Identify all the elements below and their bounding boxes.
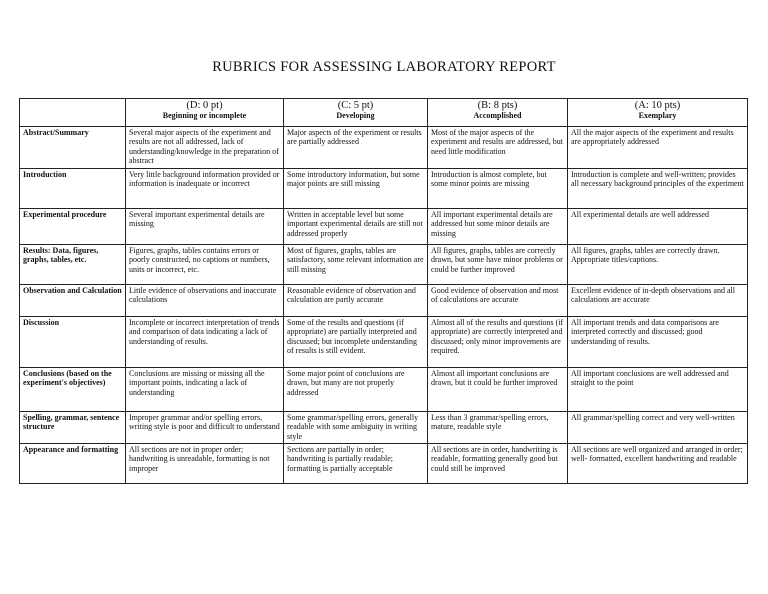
header-criterion-cell [20,99,126,127]
rubric-cell-b: Introduction is almost complete, but some minor points are missing [428,169,568,209]
rubric-cell-a: Introduction is complete and well-written; provides all necessary background principles of the experiment [568,169,748,209]
page-title: RUBRICS FOR ASSESSING LABORATORY REPORT [212,59,556,75]
rubric-cell-a: All sections are well organized and arranged in order; well- formatted, excellent handwriting and readable [568,444,748,484]
criterion-cell: Appearance and formatting [20,444,126,484]
level-code: (D: 0 pt) [186,100,223,111]
criterion-cell: Conclusions (based on the experiment's objectives) [20,368,126,412]
rubric-row-abstract [20,127,748,169]
rubric-cell-b: All sections are in order, handwriting is readable, formatting generally good but could still be improved [428,444,568,484]
criterion-cell: Discussion [20,317,126,368]
rubric-cell-b: Less than 3 grammar/spelling errors, mature, readable style [428,412,568,444]
level-header-a [568,99,748,127]
level-desc: Beginning or incomplete [162,111,247,120]
level-code: (B: 8 pts) [477,100,518,111]
rubric-cell-c: Major aspects of the experiment or results are partially addressed [284,127,428,169]
rubric-row-discussion [20,317,748,368]
rubric-cell-b: All figures, graphs, tables are correctly drawn, but some have minor problems or could be further improved [428,245,568,285]
rubric-cell-d: Several major aspects of the experiment and results are not all addressed, lack of understanding/knowledge in the preparation of abstract [126,127,284,169]
level-desc: Accomplished [473,111,522,120]
rubric-cell-c: Some major point of conclusions are drawn, but many are not properly addressed [284,368,428,412]
rubric-cell-c: Some introductory information, but some major points are still missing [284,169,428,209]
rubric-cell-c: Most of figures, graphs, tables are satisfactory, some relevant information are still missing [284,245,428,285]
rubric-cell-a: All grammar/spelling correct and very well-written [568,412,748,444]
rubric-cell-c: Some of the results and questions (if appropriate) are partially interpreted and discussed; but incomplete understanding of results is still evident. [284,317,428,368]
header-row [20,99,748,127]
rubric-cell-d: All sections are not in proper order; handwriting is unreadable, formatting is not improper [126,444,284,484]
rubric-cell-d: Improper grammar and/or spelling errors, writing style is poor and difficult to understand [126,412,284,444]
rubric-table [19,98,748,484]
level-code: (C: 5 pt) [337,100,374,111]
rubric-cell-d: Figures, graphs, tables contains errors or poorly constructed, no captions or numbers, units or incorrect, etc. [126,245,284,285]
rubric-cell-c: Sections are partially in order; handwriting is partially readable; formatting is partially acceptable [284,444,428,484]
rubric-cell-b: All important experimental details are addressed but some minor details are missing [428,209,568,245]
rubric-cell-d: Little evidence of observations and inaccurate calculations [126,285,284,317]
rubric-cell-a: All important conclusions are well addressed and straight to the point [568,368,748,412]
rubric-cell-c: Reasonable evidence of observation and calculation are partly accurate [284,285,428,317]
criterion-cell: Introduction [20,169,126,209]
rubric-row-experimental-procedure [20,209,748,245]
rubric-cell-b: Good evidence of observation and most of calculations are accurate [428,285,568,317]
rubric-cell-b: Almost all of the results and questions (if appropriate) are correctly interpreted and discussed; only minor improvements are required. [428,317,568,368]
rubric-cell-a: All important trends and data comparisons are interpreted correctly and discussed; good understanding of results. [568,317,748,368]
rubric-row-appearance [20,444,748,484]
rubric-cell-c: Written in acceptable level but some important experimental details are still not addressed properly [284,209,428,245]
level-header-b [428,99,568,127]
rubric-cell-b: Most of the major aspects of the experiment and results are addressed, but need little modification [428,127,568,169]
rubric-row-conclusions [20,368,748,412]
level-header-c [284,99,428,127]
rubric-cell-b: Almost all important conclusions are drawn, but it could be further improved [428,368,568,412]
rubric-row-introduction [20,169,748,209]
level-desc: Exemplary [638,111,677,120]
rubric-row-results [20,245,748,285]
criterion-cell: Results: Data, figures, graphs, tables, etc. [20,245,126,285]
rubric-cell-c: Some grammar/spelling errors, generally readable with some ambiguity in writing style [284,412,428,444]
rubric-cell-a: All experimental details are well addressed [568,209,748,245]
level-code: (A: 10 pts) [634,100,681,111]
rubric-cell-d: Several important experimental details are missing [126,209,284,245]
level-header-d [126,99,284,127]
rubric-cell-a: All the major aspects of the experiment and results are appropriately addressed [568,127,748,169]
criterion-cell: Experimental procedure [20,209,126,245]
level-desc: Developing [336,111,375,120]
rubric-row-spelling [20,412,748,444]
rubric-cell-a: Excellent evidence of in-depth observations and all calculations are accurate [568,285,748,317]
criterion-cell: Abstract/Summary [20,127,126,169]
rubric-cell-d: Incomplete or incorrect interpretation of trends and comparison of data indicating a lack of understanding of results. [126,317,284,368]
rubric-cell-a: All figures, graphs, tables are correctly drawn. Appropriate titles/captions. [568,245,748,285]
criterion-cell: Observation and Calculation [20,285,126,317]
rubric-cell-d: Very little background information provided or information is inadequate or incorrect [126,169,284,209]
criterion-cell: Spelling, grammar, sentence structure [20,412,126,444]
rubric-row-observation [20,285,748,317]
rubric-cell-d: Conclusions are missing or missing all the important points, indicating a lack of understanding [126,368,284,412]
